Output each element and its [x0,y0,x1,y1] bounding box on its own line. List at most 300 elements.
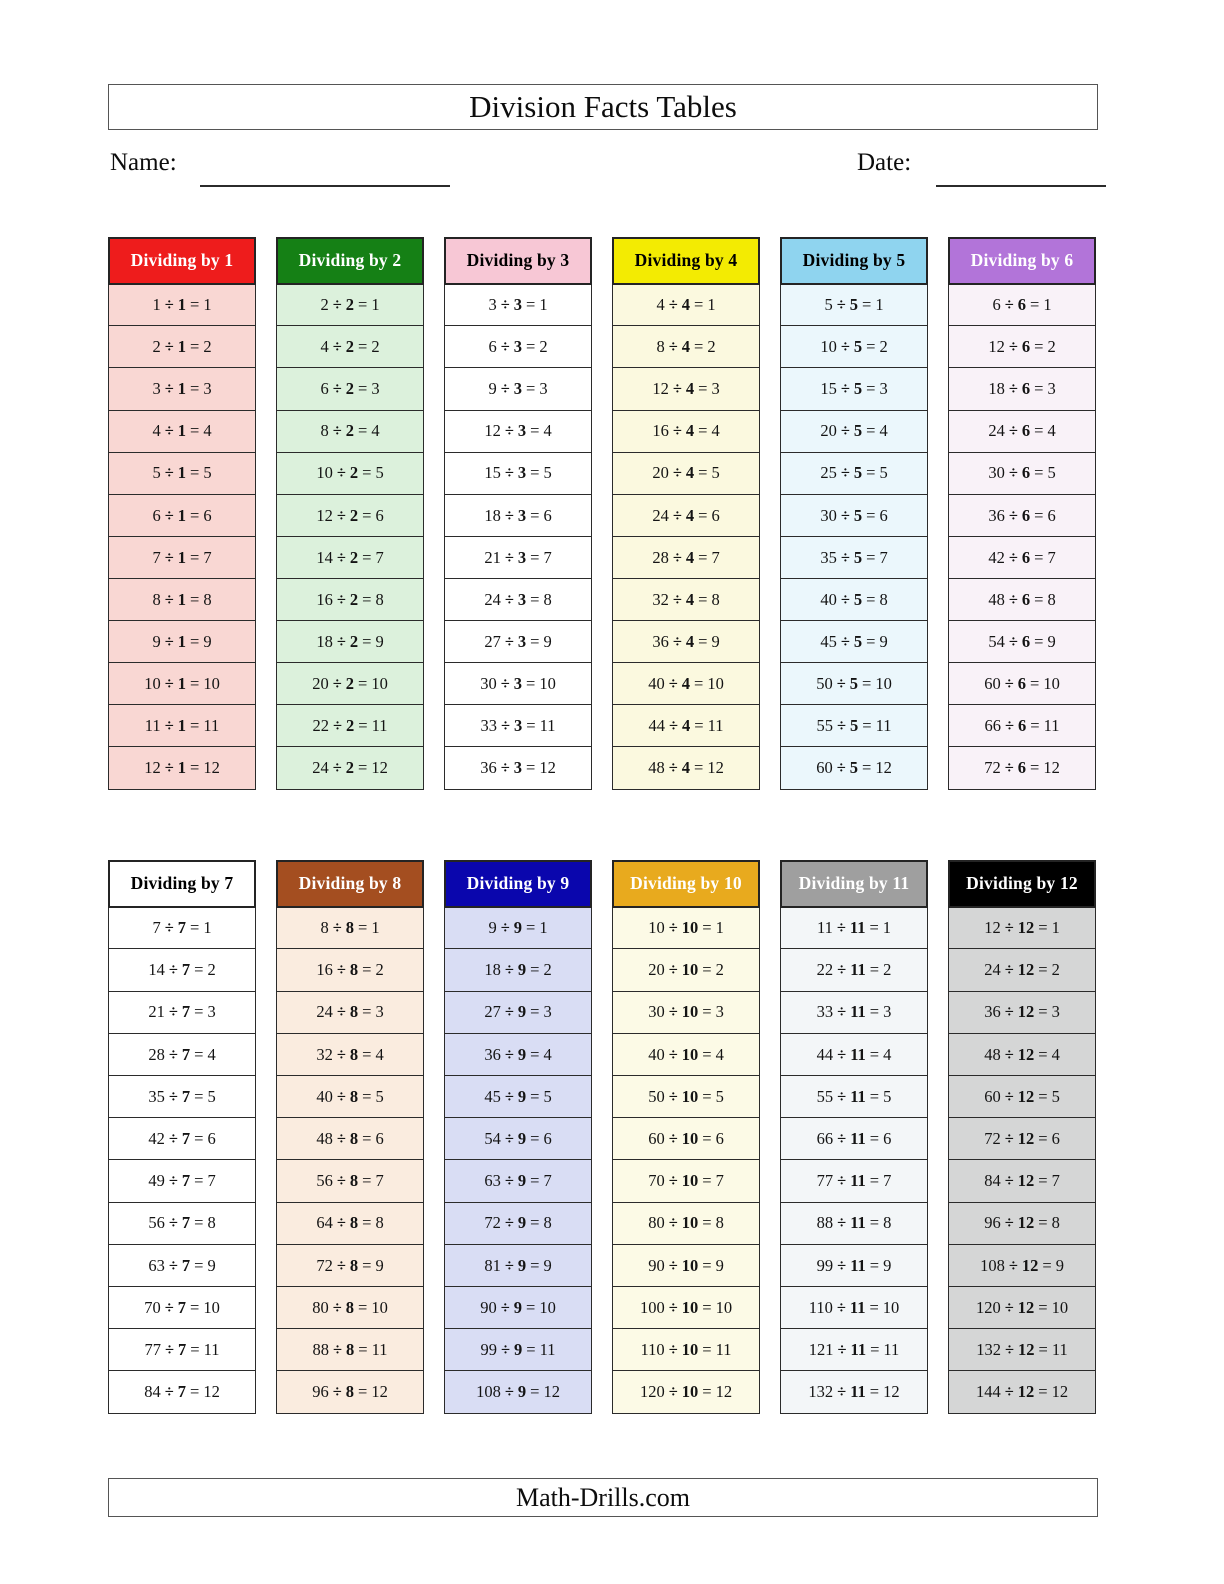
quotient: 12 [875,758,892,778]
fact-row [612,1159,760,1203]
fact-row [444,1075,592,1119]
fact-row [276,620,424,664]
equals-sign: = [1038,960,1048,980]
fact-row [612,536,760,580]
equals-sign: = [362,589,372,609]
divide-sign: ÷ [840,547,850,567]
quotient: 1 [875,294,884,314]
divide-sign: ÷ [672,589,682,609]
divide-sign: ÷ [336,1129,346,1149]
quotient: 11 [539,716,556,736]
divisor: 4 [685,589,695,609]
quotient: 7 [711,547,720,567]
divisor: 5 [853,463,863,483]
equals-sign: = [530,1002,540,1022]
divisor: 8 [345,918,354,938]
divide-sign: ÷ [336,589,346,609]
dividend: 36 [484,1044,501,1064]
division-table-8 [276,860,424,1414]
quotient: 7 [543,1171,552,1191]
equals-sign: = [1038,1382,1048,1402]
quotient: 2 [371,337,380,357]
dividend: 36 [652,631,669,651]
quotient: 4 [715,1044,724,1064]
divide-sign: ÷ [1004,1213,1014,1233]
quotient: 12 [715,1382,733,1402]
divide-sign: ÷ [332,716,343,736]
quotient: 2 [539,337,548,357]
quotient: 5 [203,463,212,483]
quotient: 12 [203,1382,220,1402]
divisor: 10 [681,1213,699,1233]
quotient: 9 [207,1255,216,1275]
dividend: 24 [312,758,329,778]
dividend: 8 [656,337,665,357]
dividend: 132 [976,1339,1001,1359]
dividend: 99 [816,1255,834,1275]
fact-row [444,662,592,706]
dividend: 72 [984,1129,1001,1149]
quotient: 5 [375,1086,384,1106]
fact-row [612,1075,760,1119]
quotient: 8 [1051,1213,1060,1233]
dividend: 32 [316,1044,333,1064]
equals-sign: = [1034,547,1044,567]
divide-sign: ÷ [332,294,342,314]
fact-row [780,620,928,664]
fact-row [276,578,424,622]
quotient: 8 [883,1213,892,1233]
table-header: Dividing by 1 [108,237,256,285]
divisor: 4 [685,463,695,483]
dividend: 88 [816,1213,834,1233]
equals-sign: = [869,1086,880,1106]
fact-row [444,494,592,538]
fact-row [108,452,256,496]
dividend: 63 [484,1171,501,1191]
equals-sign: = [702,1213,712,1233]
dividend: 12 [484,421,501,441]
divide-sign: ÷ [336,1255,346,1275]
dividend: 24 [484,589,501,609]
fact-row [948,1117,1096,1161]
dividend: 11 [144,716,161,736]
dividend: 45 [484,1086,501,1106]
divisor: 4 [685,547,695,567]
dividend: 35 [820,547,837,567]
equals-sign: = [530,547,540,567]
divisor: 6 [1021,421,1031,441]
equals-sign: = [698,421,708,441]
divide-sign: ÷ [164,379,174,399]
quotient: 4 [879,421,888,441]
divisor: 2 [349,631,359,651]
division-table-11 [780,860,928,1414]
divide-sign: ÷ [1008,1255,1018,1275]
divide-sign: ÷ [500,294,510,314]
quotient: 6 [375,1129,384,1149]
quotient: 1 [1043,294,1052,314]
fact-row [444,906,592,950]
divide-sign: ÷ [837,1171,847,1191]
dividend: 44 [648,716,665,736]
equals-sign: = [1034,505,1044,525]
quotient: 8 [711,589,720,609]
divide-sign: ÷ [1008,631,1018,651]
divide-sign: ÷ [1004,1044,1014,1064]
fact-row [948,1286,1096,1330]
name-blank-line [200,185,450,187]
fact-row [612,325,760,369]
quotient: 2 [715,960,724,980]
divisor: 10 [681,1382,699,1402]
divisor: 7 [181,1255,191,1275]
fact-row [276,906,424,950]
divisor: 5 [853,421,863,441]
fact-row [948,1202,1096,1246]
fact-row [108,536,256,580]
divisor: 11 [850,1339,867,1359]
date-label: Date: [857,149,912,176]
divide-sign: ÷ [672,547,682,567]
dividend: 42 [988,547,1005,567]
quotient: 11 [1043,716,1060,736]
fact-row [780,662,928,706]
divide-sign: ÷ [168,1171,178,1191]
divide-sign: ÷ [500,673,510,693]
divide-sign: ÷ [332,337,342,357]
equals-sign: = [869,1255,880,1275]
divisor: 12 [1017,1382,1035,1402]
divide-sign: ÷ [837,1339,847,1359]
divisor: 4 [681,294,690,314]
dividend: 16 [316,589,333,609]
quotient: 4 [543,421,552,441]
fact-row [276,1117,424,1161]
dividend: 108 [476,1382,501,1402]
equals-sign: = [190,294,200,314]
equals-sign: = [358,294,368,314]
fact-row [444,1117,592,1161]
divisor: 8 [349,1086,359,1106]
divide-sign: ÷ [504,589,514,609]
quotient: 5 [543,463,552,483]
divide-sign: ÷ [840,379,850,399]
dividend: 25 [820,463,837,483]
divisor: 3 [517,547,527,567]
equals-sign: = [869,1044,880,1064]
equals-sign: = [526,716,536,736]
divide-sign: ÷ [164,673,174,693]
divisor: 6 [1017,673,1026,693]
quotient: 3 [203,379,212,399]
equals-sign: = [530,1171,540,1191]
divide-sign: ÷ [164,1339,175,1359]
equals-sign: = [862,758,872,778]
equals-sign: = [862,716,872,736]
equals-sign: = [1038,1002,1048,1022]
quotient: 7 [203,547,212,567]
dividend: 120 [639,1382,665,1402]
dividend: 60 [984,673,1001,693]
dividend: 3 [488,294,497,314]
dividend: 50 [648,1086,665,1106]
divisor: 11 [849,918,866,938]
dividend: 20 [312,673,329,693]
quotient: 7 [375,1171,384,1191]
fact-row [276,452,424,496]
fact-row [612,991,760,1035]
divisor: 5 [853,631,863,651]
dividend: 1 [152,294,161,314]
divide-sign: ÷ [668,716,679,736]
dividend: 27 [484,631,501,651]
quotient: 6 [543,505,552,525]
dividend: 90 [648,1255,665,1275]
divide-sign: ÷ [668,758,678,778]
quotient: 7 [375,547,384,567]
quotient: 9 [1055,1255,1064,1275]
dividend: 40 [316,1086,333,1106]
fact-row [948,367,1096,411]
divisor: 2 [345,294,354,314]
fact-row [108,746,256,790]
divisor: 1 [177,421,186,441]
equals-sign: = [194,1171,204,1191]
equals-sign: = [190,758,200,778]
divisor: 12 [1017,960,1035,980]
divisor: 1 [177,589,186,609]
divide-sign: ÷ [332,421,342,441]
divide-sign: ÷ [840,421,850,441]
equals-sign: = [358,1382,368,1402]
divisor: 10 [681,918,699,938]
divide-sign: ÷ [668,1002,678,1022]
dividend: 88 [312,1339,329,1359]
quotient: 2 [1051,960,1060,980]
divide-sign: ÷ [500,1297,510,1317]
divisor: 3 [517,505,527,525]
dividend: 48 [988,589,1005,609]
divide-sign: ÷ [837,1044,847,1064]
fact-row [780,906,928,950]
dividend: 27 [484,1002,501,1022]
quotient: 3 [883,1002,892,1022]
equals-sign: = [190,337,200,357]
quotient: 8 [375,589,384,609]
equals-sign: = [530,1044,540,1064]
dividend: 6 [152,505,161,525]
divide-sign: ÷ [168,960,178,980]
dividend: 9 [488,918,497,938]
fact-row [108,1033,256,1077]
quotient: 6 [1047,505,1056,525]
divisor: 3 [517,589,527,609]
dividend: 40 [648,1044,665,1064]
dividend: 84 [984,1171,1001,1191]
dividend: 110 [808,1297,833,1317]
divisor: 1 [177,463,186,483]
fact-row [276,367,424,411]
divisor: 7 [181,1213,191,1233]
quotient: 2 [207,960,216,980]
quotient: 10 [875,673,892,693]
quotient: 3 [1047,379,1056,399]
divide-sign: ÷ [504,1213,514,1233]
fact-row [948,1244,1096,1288]
dividend: 60 [648,1129,665,1149]
divisor: 1 [177,294,186,314]
division-table-5 [780,237,928,790]
fact-row [780,1117,928,1161]
equals-sign: = [869,1002,880,1022]
fact-row [948,906,1096,950]
quotient: 12 [1043,758,1060,778]
dividend: 48 [648,758,665,778]
divisor: 6 [1021,463,1031,483]
fact-row [780,283,928,327]
dividend: 33 [480,716,497,736]
equals-sign: = [358,379,368,399]
equals-sign: = [358,1297,368,1317]
equals-sign: = [190,421,200,441]
equals-sign: = [702,1129,712,1149]
quotient: 12 [371,1382,388,1402]
dividend: 21 [484,547,501,567]
fact-row [108,1202,256,1246]
divisor: 3 [517,631,527,651]
divide-sign: ÷ [164,337,174,357]
divide-sign: ÷ [840,505,850,525]
equals-sign: = [194,1213,204,1233]
dividend: 36 [984,1002,1001,1022]
divide-sign: ÷ [164,716,174,736]
dividend: 4 [152,421,161,441]
divide-sign: ÷ [836,294,846,314]
divisor: 11 [850,1044,866,1064]
fact-row [948,452,1096,496]
divisor: 9 [517,1171,527,1191]
divisor: 4 [685,379,695,399]
divisor: 3 [513,337,522,357]
fact-row [948,704,1096,748]
divisor: 8 [345,1297,354,1317]
divide-sign: ÷ [668,1382,678,1402]
equals-sign: = [869,1382,880,1402]
dividend: 21 [148,1002,165,1022]
dividend: 96 [312,1382,329,1402]
fact-row [444,991,592,1035]
divisor: 3 [514,716,523,736]
divide-sign: ÷ [1004,1086,1014,1106]
divide-sign: ÷ [1008,463,1018,483]
table-header: Dividing by 10 [612,860,760,908]
fact-row [276,1075,424,1119]
dividend: 108 [980,1255,1005,1275]
divisor: 11 [850,1086,866,1106]
divisor: 1 [177,547,186,567]
divide-sign: ÷ [504,547,514,567]
divisor: 9 [513,1297,522,1317]
divisor: 2 [345,421,354,441]
divide-sign: ÷ [668,1297,678,1317]
fact-row [108,1159,256,1203]
equals-sign: = [1038,1044,1048,1064]
divide-sign: ÷ [1004,1171,1014,1191]
equals-sign: = [190,1339,200,1359]
dividend: 12 [984,918,1001,938]
divide-sign: ÷ [1008,337,1018,357]
divide-sign: ÷ [332,1297,342,1317]
fact-row [612,494,760,538]
equals-sign: = [530,1129,540,1149]
dividend: 99 [480,1339,497,1359]
divisor: 3 [517,421,527,441]
dividend: 18 [316,631,333,651]
divide-sign: ÷ [504,1171,514,1191]
divisor: 1 [177,505,186,525]
divisor: 6 [1021,589,1031,609]
divisor: 7 [177,918,186,938]
dividend: 36 [988,505,1005,525]
divisor: 2 [349,589,359,609]
fact-row [612,1033,760,1077]
divisor: 10 [681,1255,699,1275]
fact-row [612,948,760,992]
divisor: 5 [853,505,863,525]
table-header: Dividing by 5 [780,237,928,285]
divisor: 9 [517,1129,527,1149]
fact-row [612,452,760,496]
fact-row [444,746,592,790]
divide-sign: ÷ [836,716,847,736]
dividend: 12 [144,758,161,778]
fact-row [780,367,928,411]
equals-sign: = [702,918,712,938]
dividend: 84 [144,1382,161,1402]
dividend: 12 [652,379,669,399]
equals-sign: = [530,463,540,483]
dividend: 90 [480,1297,497,1317]
dividend: 40 [648,673,665,693]
table-header: Dividing by 4 [612,237,760,285]
divisor: 8 [349,1213,359,1233]
fact-row [108,578,256,622]
divide-sign: ÷ [836,1297,846,1317]
divisor: 7 [178,1339,187,1359]
divide-sign: ÷ [1004,294,1014,314]
fact-row [276,283,424,327]
divisor: 10 [681,1297,699,1317]
equals-sign: = [694,716,704,736]
divisor: 6 [1021,631,1031,651]
dividend: 2 [320,294,329,314]
dividend: 66 [816,1129,834,1149]
equals-sign: = [190,463,200,483]
dividend: 45 [820,631,837,651]
fact-row [276,1244,424,1288]
quotient: 9 [375,1255,384,1275]
divisor: 4 [681,337,690,357]
divisor: 2 [345,673,354,693]
fact-row [612,410,760,454]
quotient: 5 [1047,463,1056,483]
fact-row [276,1159,424,1203]
fact-row [780,494,928,538]
divisor: 10 [681,1002,699,1022]
quotient: 9 [1047,631,1056,651]
quotient: 7 [1051,1171,1060,1191]
